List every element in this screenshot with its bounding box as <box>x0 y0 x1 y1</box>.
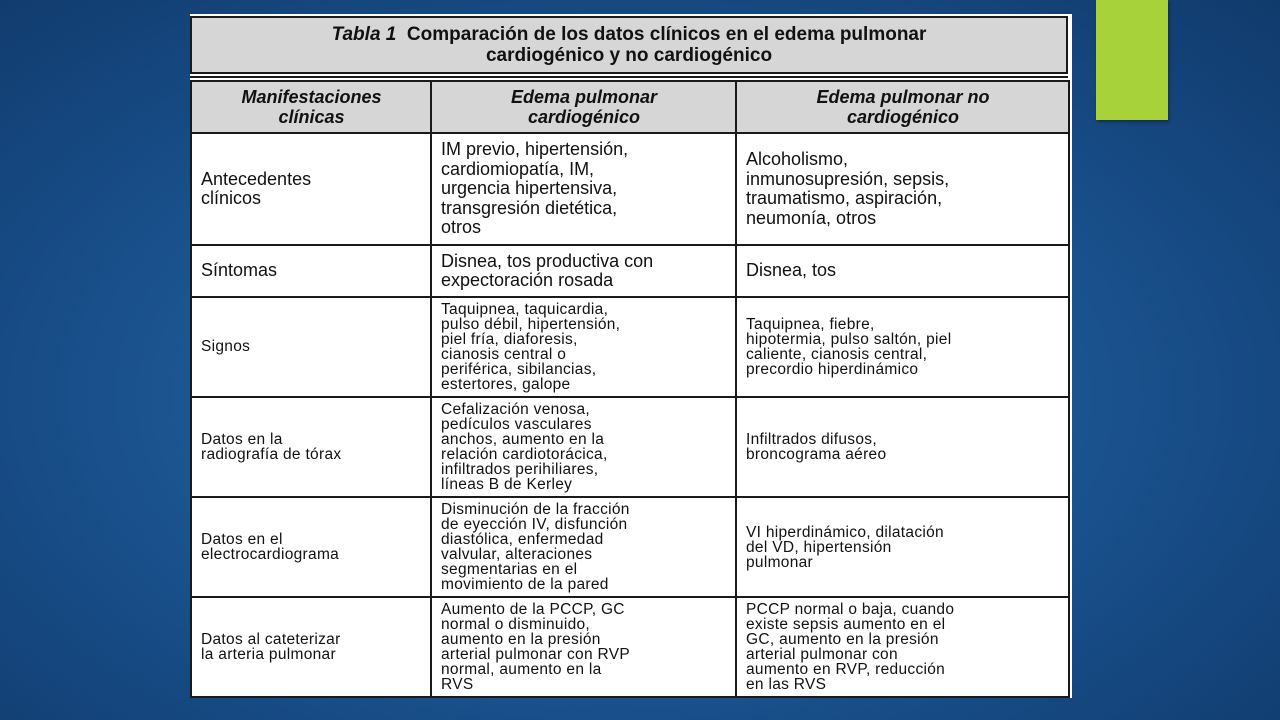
cell-cardiogenico: Aumento de la PCCP, GC normal o disminuido, aumento en la presión arterial pulmonar con RVP normal, aumento en la RVS <box>431 597 736 697</box>
table-row <box>191 597 1069 697</box>
cell-no-cardiogenico: Infiltrados difusos, broncograma aéreo <box>736 397 1069 497</box>
table-row <box>191 297 1069 397</box>
table-row <box>191 397 1069 497</box>
row-label: Antecedentes clínicos <box>191 133 431 245</box>
cell-no-cardiogenico: Disnea, tos <box>736 245 1069 297</box>
header-manifestaciones: Manifestaciones clínicas <box>191 81 431 133</box>
cell-cardiogenico: Cefalización venosa, pedículos vasculares anchos, aumento en la relación cardiotorácica, infiltrados perihiliares, líneas B de Kerley <box>431 397 736 497</box>
row-label: Signos <box>191 297 431 397</box>
header-no-cardiogenico: Edema pulmonar no cardiogénico <box>736 81 1069 133</box>
accent-bar <box>1096 0 1168 120</box>
table-title <box>190 16 1068 74</box>
table-title-line2: cardiogénico y no cardiogénico <box>485 45 773 66</box>
table-row <box>191 245 1069 297</box>
header-cardiogenico: Edema pulmonar cardiogénico <box>431 81 736 133</box>
table-row <box>191 497 1069 597</box>
comparison-table <box>190 80 1070 698</box>
table-title-line1: Comparación de los datos clínicos en el edema pulmonar <box>406 24 927 45</box>
cell-no-cardiogenico: Alcoholismo, inmunosupresión, sepsis, traumatismo, aspiración, neumonía, otros <box>736 133 1069 245</box>
row-label: Datos en la radiografía de tórax <box>191 397 431 497</box>
row-label: Síntomas <box>191 245 431 297</box>
cell-cardiogenico: IM previo, hipertensión, cardiomiopatía, IM, urgencia hipertensiva, transgresión dietética, otros <box>431 133 736 245</box>
cell-no-cardiogenico: PCCP normal o baja, cuando existe sepsis aumento en el GC, aumento en la presión arterial pulmonar con aumento en RVP, reducción en las RVS <box>736 597 1069 697</box>
cell-cardiogenico: Taquipnea, taquicardia, pulso débil, hipertensión, piel fría, diaforesis, cianosis central o periférica, sibilancias, estertores, galope <box>431 297 736 397</box>
row-label: Datos en el electrocardiograma <box>191 497 431 597</box>
cell-cardiogenico: Disminución de la fracción de eyección IV, disfunción diastólica, enfermedad valvular, alteraciones segmentarias en el movimiento de la pared <box>431 497 736 597</box>
row-label: Datos al cateterizar la arteria pulmonar <box>191 597 431 697</box>
table-row <box>191 133 1069 245</box>
header-row <box>191 81 1069 133</box>
cell-no-cardiogenico: VI hiperdinámico, dilatación del VD, hipertensión pulmonar <box>736 497 1069 597</box>
cell-no-cardiogenico: Taquipnea, fiebre, hipotermia, pulso saltón, piel caliente, cianosis central, precordio hiperdinámico <box>736 297 1069 397</box>
table-number: Tabla 1 <box>331 24 397 45</box>
cell-cardiogenico: Disnea, tos productiva con expectoración rosada <box>431 245 736 297</box>
title-divider <box>190 74 1068 78</box>
table-image <box>190 14 1072 698</box>
